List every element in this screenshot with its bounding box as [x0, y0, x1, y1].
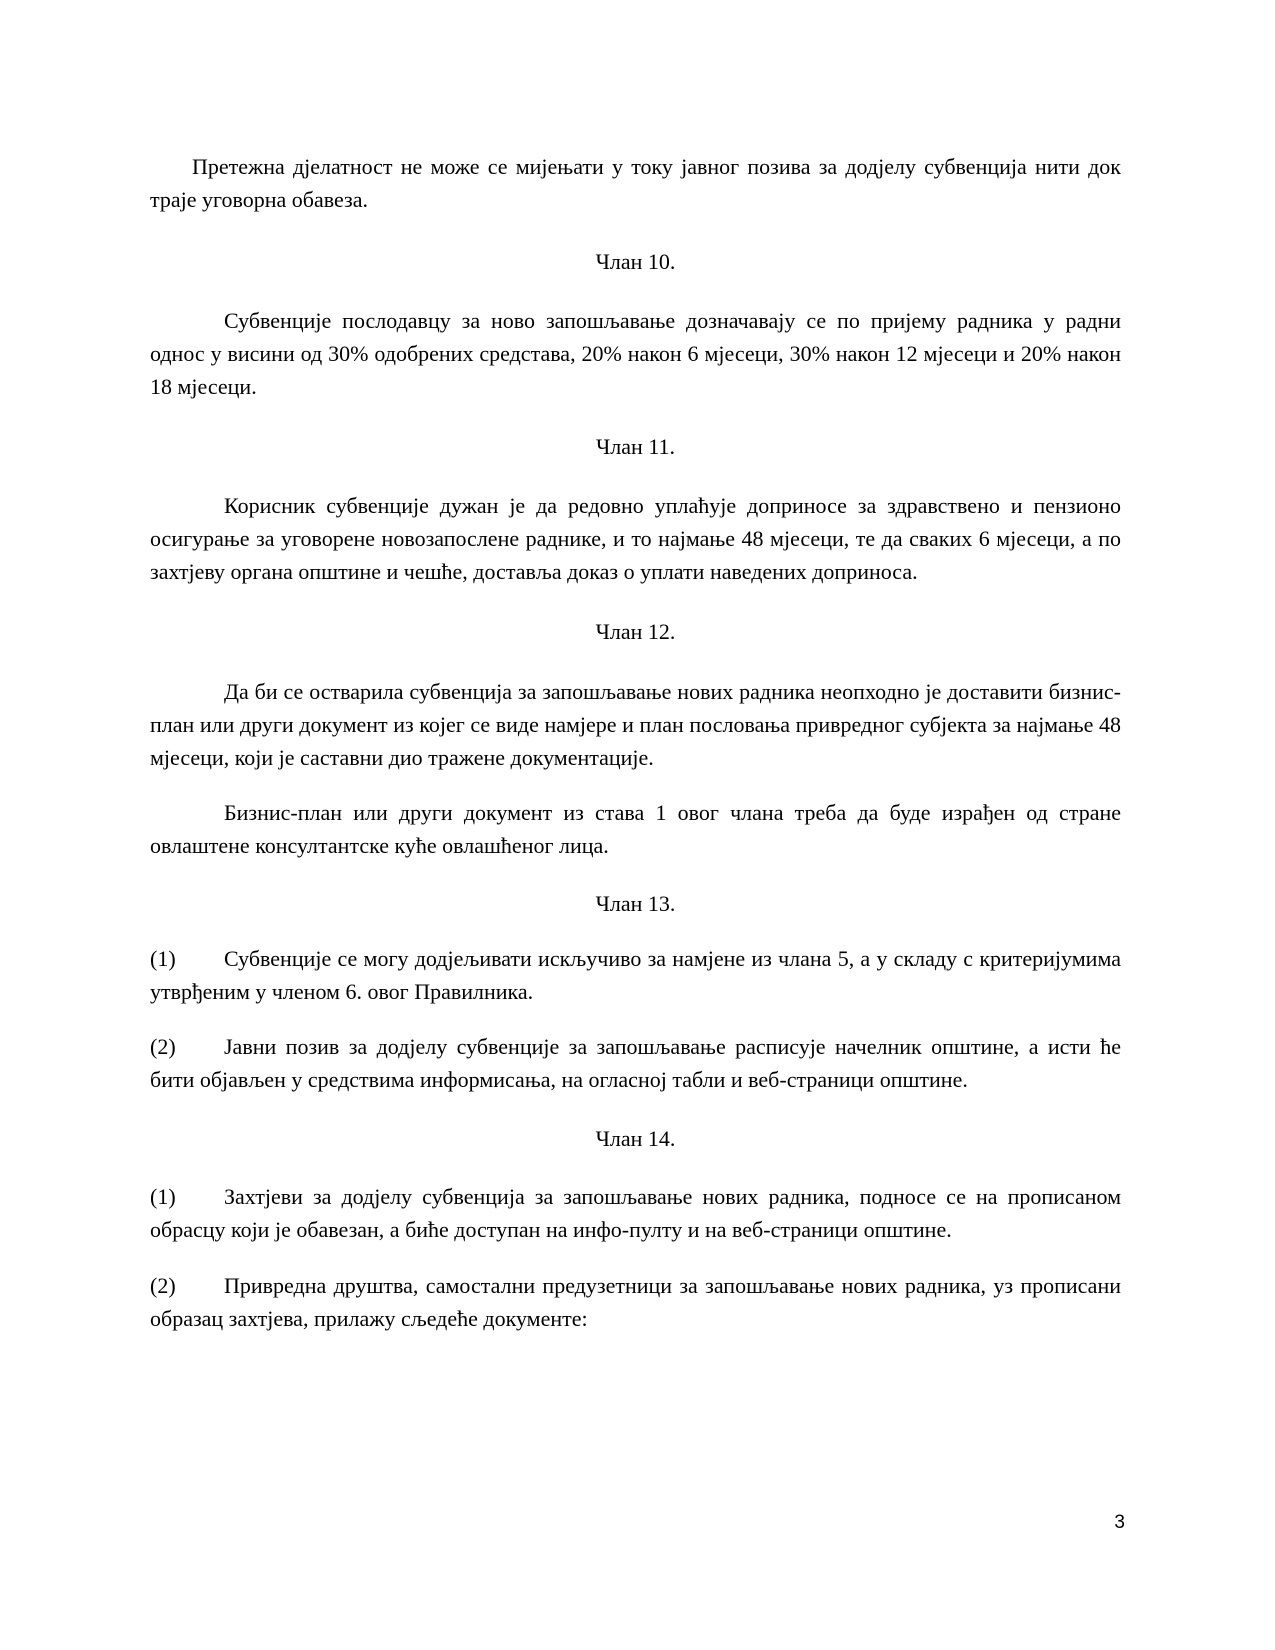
paragraph-article-13-2: [150, 1030, 1121, 1096]
article-heading-11: Члан 11.: [596, 434, 675, 459]
paragraph-article-12-b: Бизнис-план или други документ из става 1 овог члана треба да буде израђен од стране овлаштене консултантске куће овлашћеног лица.: [150, 800, 1121, 858]
paragraph-article-14-1: [150, 1180, 1121, 1246]
article-heading-13: Члан 13.: [595, 891, 676, 916]
paragraph-article-12-a: Да би се остварила субвенција за запошљавање нових радника неопходно је доставити бизнис-план или други документ из којег се виде намјере и план пословања привредног субјекта за најмање 48 мјесеци, који је саставни дио тражене документације.: [150, 679, 1121, 770]
paragraph-text: Субвенције се могу додјељивати искључиво за намјене из члана 5, а у складу с критеријумима утврђеним у членом 6. овог Правилника.: [150, 946, 1121, 1004]
paragraph-article-10: Субвенције послодавцу за ново запошљавање дозначавају се по пријему радника у радни однос у висини од 30% одобрених средстава, 20% након 6 мјесеци, 30% након 12 мјесеци и 20% након 18 мјесеци.: [150, 308, 1121, 399]
paragraph-text: Захтјеви за додјелу субвенција за запошљавање нових радника, подносе се на прописаном обрасцу који је обавезан, а биће доступан на инфо-пулту и на веб-страници општине.: [150, 1184, 1121, 1242]
paragraph-intro: Претежна дјелатност не може се мијењати у току јавног позива за додјелу субвенција нити док траје уговорна обавеза.: [150, 154, 1121, 212]
paragraph-article-11: Корисник субвенције дужан је да редовно уплаћује доприносе за здравствено и пензионо осигурање за уговорене новозапослене раднике, и то најмање 48 мјесеци, те да сваких 6 мјесеци, а по захтјеву органа општине и чешће, доставља доказ о уплати наведених доприноса.: [150, 493, 1121, 584]
paragraph-text: Јавни позив за додјелу субвенције за запошљавање расписује начелник општине, а исти ће бити објављен у средствима информисања, на огласној табли и веб-страници општине.: [150, 1034, 1121, 1092]
document-page: [150, 150, 1121, 1335]
article-heading-12: Члан 12.: [595, 619, 676, 644]
page-number: 3: [1114, 1512, 1125, 1533]
article-heading-10: Члан 10.: [595, 249, 676, 274]
paragraph-number: (2): [150, 1034, 176, 1059]
paragraph-number: (2): [150, 1273, 176, 1298]
paragraph-number: (1): [150, 1184, 176, 1209]
paragraph-article-14-2: [150, 1269, 1121, 1335]
paragraph-number: (1): [150, 946, 176, 971]
paragraph-article-13-1: [150, 942, 1121, 1008]
paragraph-text: Привредна друштва, самостални предузетници за запошљавање нових радника, уз прописани образац захтјева, прилажу сљедеће документе:: [150, 1273, 1121, 1331]
article-heading-14: Члан 14.: [595, 1126, 676, 1151]
